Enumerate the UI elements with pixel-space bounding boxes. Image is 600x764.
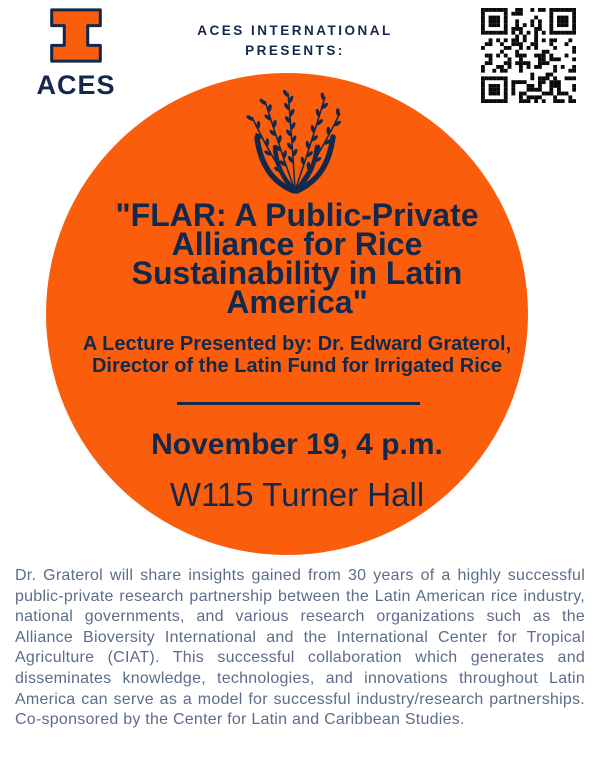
event-datetime: November 19, 4 p.m. — [151, 428, 443, 461]
rice-plant-icon — [238, 88, 356, 203]
divider-line — [177, 402, 420, 405]
aces-logo — [26, 7, 126, 101]
title-line-1: "FLAR: A Public-Private — [115, 197, 479, 233]
presents-line-1: ACES INTERNATIONAL — [197, 23, 393, 38]
title-line-3: Sustainability in Latin — [131, 255, 463, 291]
logo-acronym: ACES — [36, 70, 116, 100]
presents-line-2: PRESENTS: — [245, 43, 345, 58]
presenter-line-1: A Lecture Presented by: Dr. Edward Graterol, — [82, 333, 512, 355]
qr-code — [481, 8, 576, 108]
block-i-logo-icon — [49, 7, 103, 64]
rice-plant-icon-graphic — [238, 88, 356, 198]
description-paragraph: Dr. Graterol will share insights gained from 30 years of a highly successful public-private research partnership between the Latin American rice industry, national governments, and various research organizations such as the Alliance Bioversity International and the International Center for Tropical Agriculture (CIAT). This successful collaboration which generates and disseminates knowledge, technologies, and innovations throughout Latin America can serve as a model for successful industry/research partnerships. Co-sponsored by the Center for Latin and Caribbean Studies. — [15, 567, 585, 729]
qr-code-icon — [481, 8, 576, 103]
presenter-line-2: Director of the Latin Fund for Irrigated Rice — [91, 355, 503, 377]
title-line-4: America" — [226, 284, 368, 320]
presents-heading — [150, 21, 440, 61]
presenter-subtitle — [62, 333, 532, 377]
title-line-2: Alliance for Rice — [171, 226, 423, 262]
event-title — [62, 197, 532, 320]
event-location: W115 Turner Hall — [169, 476, 425, 513]
